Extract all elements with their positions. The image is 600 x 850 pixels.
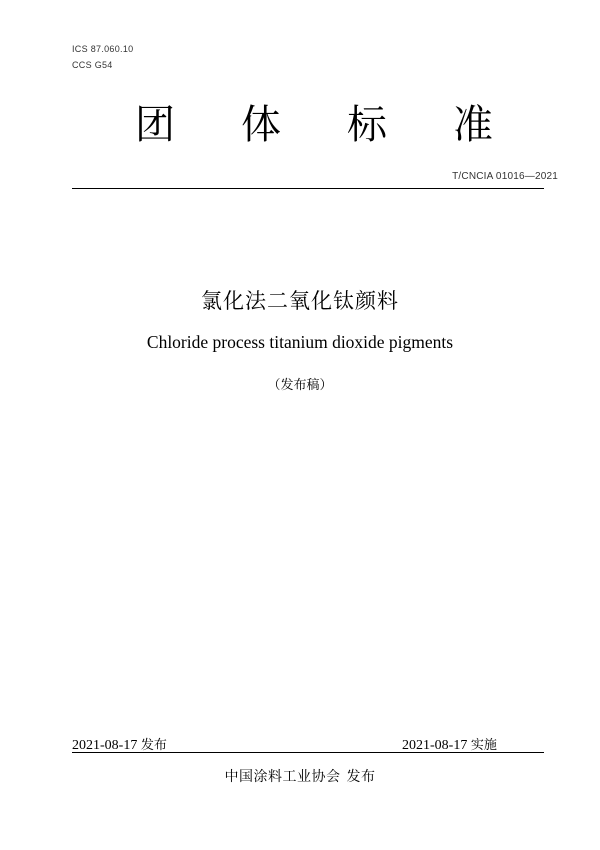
draft-status: （发布稿） <box>267 378 333 393</box>
publisher-suffix: 发布 <box>346 769 376 785</box>
ics-code: ICS 87.060.10 <box>72 44 134 54</box>
doc-type-char: 标 <box>347 102 387 148</box>
doc-type-char: 团 <box>135 102 175 148</box>
document-type-heading <box>0 100 600 150</box>
header-divider <box>72 188 544 189</box>
implement-date-value: 2021-08-17 <box>402 738 468 753</box>
publish-label: 发布 <box>140 738 167 753</box>
publisher-name: 中国涂料工业协会 <box>224 769 341 785</box>
doc-type-char: 体 <box>241 102 281 148</box>
footer-divider <box>72 752 544 753</box>
standard-number: T/CNCIA 01016—2021 <box>452 171 558 182</box>
ccs-code: CCS G54 <box>72 60 113 70</box>
title-chinese: 氯化法二氧化钛颜料 <box>201 289 399 313</box>
publish-date-value: 2021-08-17 <box>72 738 138 753</box>
implement-label: 实施 <box>470 738 497 753</box>
publisher-line <box>0 766 600 786</box>
implement-date <box>402 734 497 754</box>
publish-date <box>72 734 167 754</box>
doc-type-char: 准 <box>453 102 493 148</box>
title-english: Chloride process titanium dioxide pigments <box>146 332 454 352</box>
